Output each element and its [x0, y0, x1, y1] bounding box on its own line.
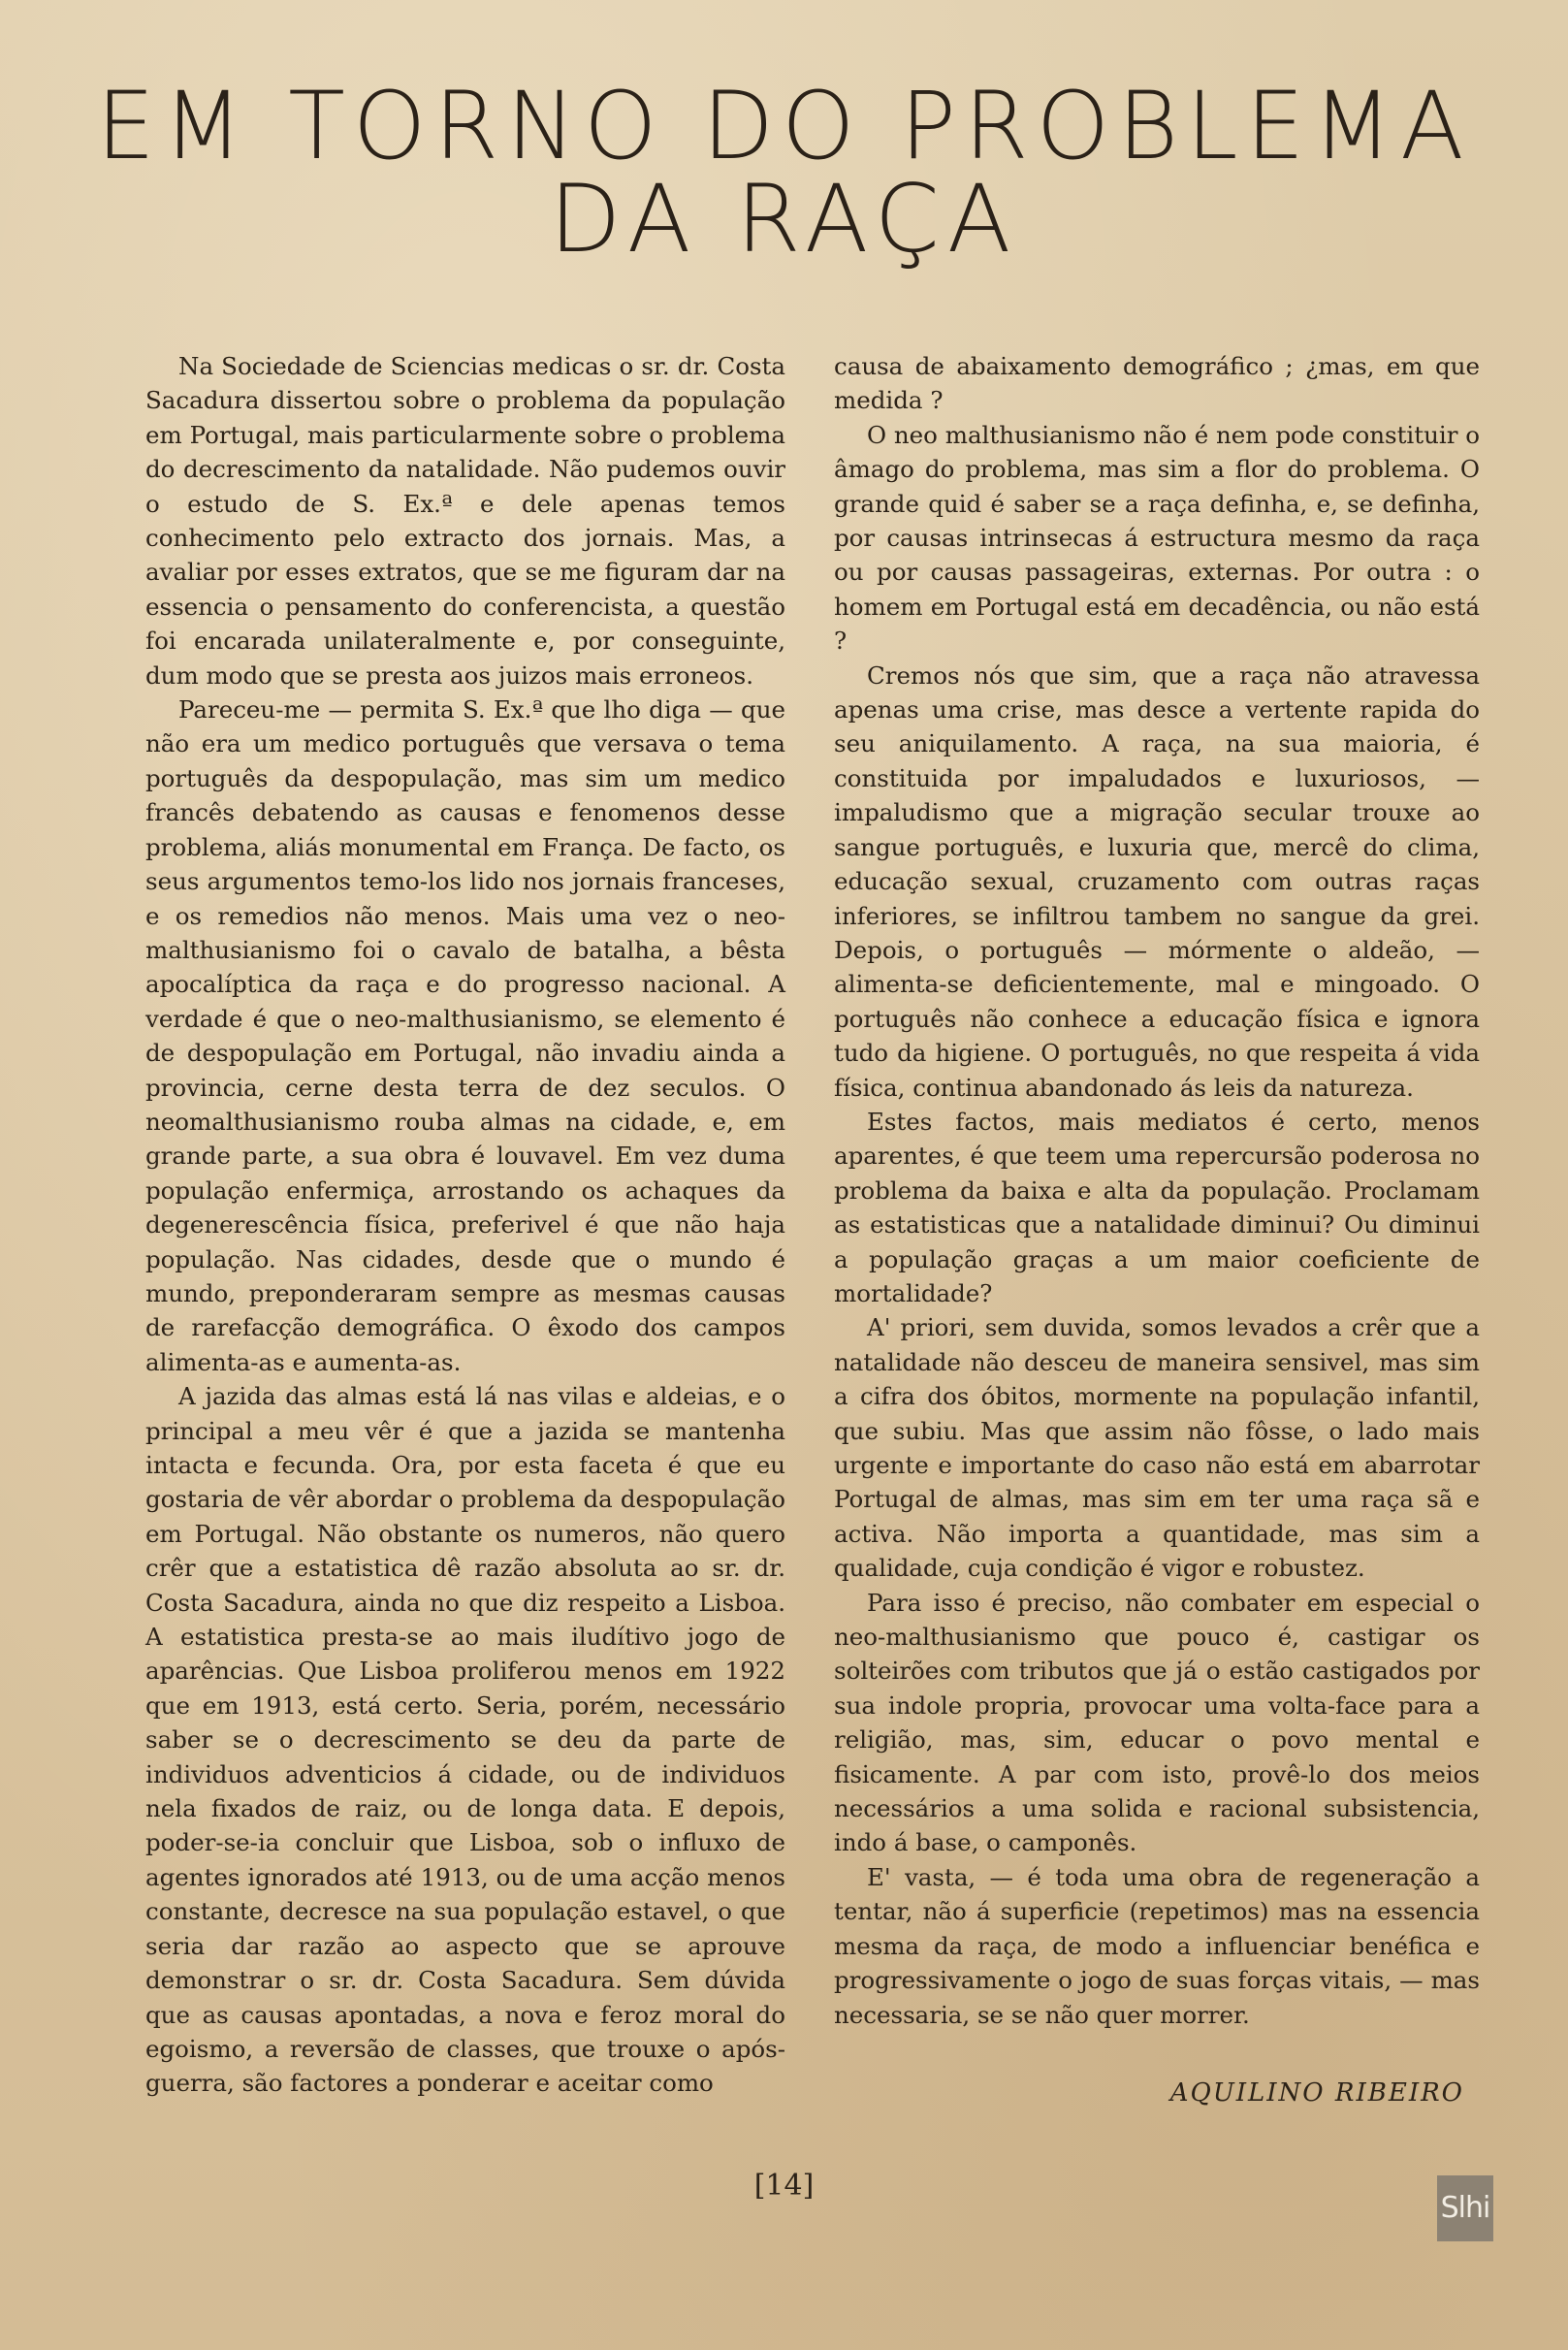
paragraph: A' priori, sem duvida, somos levados a crêr que a natalidade não desceu de maneira sensivel, mas sim a cifra dos óbitos, mormente na população infantil, que subiu. Mas que assim não fôsse, o lado mais urgente e importante do caso não está em abarrotar Portugal de almas, mas sim em ter uma raça sã e activa. Não importa a quantidade, mas sim a qualidade, cuja condição é vigor e robustez. [834, 1313, 1480, 1583]
paragraph: Para isso é preciso, não combater em especial o neo-malthusianismo que pouco é, castigar os solteirões com tributos que já o estão castigados por sua indole propria, provocar uma volta-face para a religião, mas, sim, educar o povo mental e fisicamente. A par com isto, provê-lo dos meios necessários a uma solida e racional subsistencia, indo á base, o camponês. [834, 1588, 1480, 1857]
left-text-column [145, 349, 785, 2101]
page-number: [14] [753, 2169, 815, 2203]
paragraph: Cremos nós que sim, que a raça não atravessa apenas uma crise, mas desce a vertente rapida do seu aniquilamento. A raça, na sua maioria, é constituida por impaludados e luxuriosos, — impaludismo que a migração secular trouxe ao sangue português, e luxuria que, mercê do clima, educação sexual, cruzamento com outras raças inferiores, se infiltrou tambem no sangue da grei. Depois, o português — mórmente o aldeão, — alimenta-se deficientemente, mal e mingoado. O português não conhece a educação física e ignora tudo da higiene. O português, no que respeita á vida física, continua abandonado ás leis da natureza. [834, 660, 1480, 1102]
paragraph: A jazida das almas está lá nas vilas e aldeias, e o principal a meu vêr é que a jazida se mantenha intacta e fecunda. Ora, por esta faceta é que eu gostaria de vêr abordar o problema da despopulação em Portugal. Não obstante os numeros, não quero crêr que a estatistica dê razão absoluta ao sr. dr. Costa Sacadura, ainda no que diz respeito a Lisboa. A estatistica presta-se ao mais iludítivo jogo de aparências. Que Lisboa proliferou menos em 1922 que em 1913, está certo. Seria, porém, necessário saber se o decrescimento se deu da parte de individuos adventicios á cidade, ou de individuos nela fixados de raiz, ou de longa data. E depois, poder-se-ia concluir que Lisboa, sob o influxo de agentes ignorados até 1913, ou de uma acção menos constante, decresce na sua população estavel, o que seria dar razão ao aspecto que se aprouve demonstrar o sr. dr. Costa Sacadura. Sem dúvida que as causas apontadas, a nova e feroz moral do egoismo, a reversão de classes, que trouxe o após-guerra, são factores a ponderar e aceitar como [145, 1382, 785, 2098]
paragraph: Na Sociedade de Sciencias medicas o sr. dr. Costa Sacadura dissertou sobre o problema da população em Portugal, mais particularmente sobre o problema do decrescimento da natalidade. Não pudemos ouvir o estudo de S. Ex.ª e dele apenas temos conhecimento pelo extracto dos jornais. Mas, a avaliar por esses extratos, que se me figuram dar na essencia o pensamento do conferencista, a questão foi encarada unilateralmente e, por conseguinte, dum modo que se presta aos juizos mais erroneos. [145, 352, 785, 690]
paragraph: causa de abaixamento demográfico ; ¿mas, em que medida ? [834, 352, 1480, 415]
right-text-column [834, 349, 1480, 2032]
article-title-line-1: EM TORNO DO PROBLEMA [96, 72, 1472, 180]
article-title-line-2: DA RAÇA [549, 165, 1019, 274]
paragraph: O neo malthusianismo não é nem pode constituir o âmago do problema, mas sim a flor do problema. O grande quid é saber se a raça definha, e, se definha, por causas intrinsecas á estructura mesmo da raça ou por causas passageiras, externas. Por outra : o homem em Portugal está em decadência, ou não está ? [834, 420, 1480, 656]
author-signature: AQUILINO RIBEIRO [1169, 2078, 1464, 2108]
paragraph: Estes factos, mais mediatos é certo, menos aparentes, é que teem uma repercursão poderosa no problema da baixa e alta da população. Proclamam as estatisticas que a natalidade diminui? Ou diminui a população graças a um maior coeficiente de mortalidade? [834, 1107, 1480, 1307]
paragraph: Pareceu-me — permita S. Ex.ª que lho diga — que não era um medico português que versava o tema português da despopulação, mas sim um medico francês debatendo as causas e fenomenos desse problema, aliás monumental em França. De facto, os seus argumentos temo-los lido nos jornais franceses, e os remedios não menos. Mais uma vez o neo-malthusianismo foi o cavalo de batalha, a bêsta apocalíptica da raça e do progresso nacional. A verdade é que o neo-malthusianismo, se elemento é de despopulação em Portugal, não invadiu ainda a provincia, cerne desta terra de dez seculos. O neomalthusianismo rouba almas na cidade, e, em grande parte, a sua obra é louvavel. Em vez duma população enfermiça, arrostando os achaques da degenerescência física, preferivel é que não haja população. Nas cidades, desde que o mundo é mundo, preponderaram sempre as mesmas causas de rarefacção demográfica. O êxodo dos campos alimenta-as e aumenta-as. [145, 695, 785, 1376]
paragraph: E' vasta, — é toda uma obra de regeneração a tentar, não á superficie (repetimos) mas na essencia mesma da raça, de modo a influenciar benéfica e progressivamente o jogo de suas forças vitais, — mas necessaria, se se não quer morrer. [834, 1862, 1480, 2029]
library-logo: Slhi [1437, 2175, 1493, 2241]
